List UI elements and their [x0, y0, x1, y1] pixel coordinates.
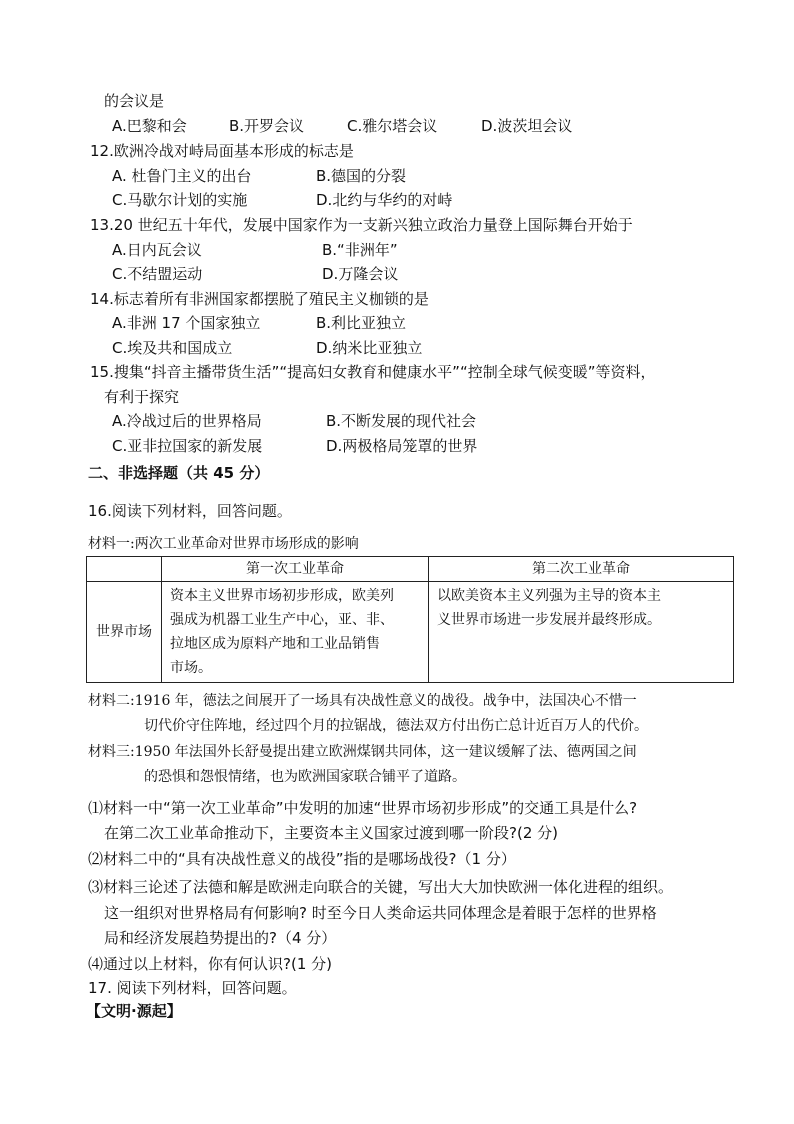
- q14-option-b: B.利比亚独立: [316, 314, 407, 332]
- q15-stem-line1: 15.搜集“抖音主播带货生活”“提高妇女教育和健康水平”“控制全球气候变暖”等资料，: [90, 363, 656, 381]
- q17-heading: 【文明·源起】: [86, 1002, 182, 1020]
- q16-stem: 16.阅读下列材料，回答问题。: [88, 502, 292, 520]
- q16-sub3-line1: ⑶材料三论述了法德和解是欧洲走向联合的关键，写出大大加快欧洲一体化进程的组织。: [88, 878, 674, 896]
- q14-option-c: C.埃及共和国成立: [112, 339, 233, 357]
- section-2-title: 二、非选择题（共 45 分）: [88, 464, 270, 482]
- q12-option-c: C.马歇尔计划的实施: [112, 191, 248, 209]
- q12-stem: 12.欧洲冷战对峙局面基本形成的标志是: [90, 142, 354, 160]
- q14-stem: 14.标志着所有非洲国家都摆脱了殖民主义枷锁的是: [90, 290, 429, 308]
- table-row-head-world-market: 世界市场: [87, 582, 162, 683]
- cell1-line: 强成为机器工业生产中心，亚、非、: [170, 612, 394, 628]
- q16-sub3-line3: 局和经济发展趋势提出的?（4 分）: [104, 929, 337, 947]
- cell2-line: 义世界市场进一步发展并最终形成。: [437, 612, 661, 628]
- q13-option-c: C.不结盟运动: [112, 265, 203, 283]
- q13-option-b: B.“非洲年”: [322, 241, 398, 259]
- q16-material2-line1: 材料二:1916 年，德法之间展开了一场具有决战性意义的战役。战争中，法国决心不惜一: [88, 693, 637, 709]
- q12-option-b: B.德国的分裂: [316, 167, 407, 185]
- q15-option-c: C.亚非拉国家的新发展: [112, 437, 263, 455]
- q16-sub3-line2: 这一组织对世界格局有何影响? 时至今日人类命运共同体理念是着眼于怎样的世界格: [104, 904, 657, 922]
- q16-sub2: ⑵材料二中的“具有决战性意义的战役”指的是哪场战役?（1 分）: [88, 850, 516, 868]
- table-corner-cell: [87, 557, 162, 582]
- table-cell-second-revolution: [429, 582, 734, 683]
- q12-option-a: A. 杜鲁门主义的出台: [112, 167, 252, 185]
- q16-material2-line2: 切代价守住阵地，经过四个月的拉锯战，德法双方付出伤亡总计近百万人的代价。: [144, 718, 648, 734]
- cell1-line: 市场。: [170, 660, 212, 676]
- table-header-first-revolution: 第一次工业革命: [162, 557, 429, 582]
- q12-option-d: D.北约与华约的对峙: [316, 191, 453, 209]
- table-cell-first-revolution: [162, 582, 429, 683]
- q13-option-a: A.日内瓦会议: [112, 241, 202, 259]
- cell1-line: 资本主义世界市场初步形成，欧美列: [170, 588, 394, 604]
- q14-option-d: D.纳米比亚独立: [316, 339, 423, 357]
- q15-stem-line2: 有利于探究: [104, 388, 180, 406]
- q17-stem: 17. 阅读下列材料，回答问题。: [88, 979, 297, 997]
- table-header-second-revolution: 第二次工业革命: [429, 557, 734, 582]
- q13-stem: 13.20 世纪五十年代，发展中国家作为一支新兴独立政治力量登上国际舞台开始于: [90, 216, 633, 234]
- q15-option-b: B.不断发展的现代社会: [326, 412, 477, 430]
- q15-option-a: A.冷战过后的世界格局: [112, 412, 262, 430]
- q16-material1-title: 材料一:两次工业革命对世界市场形成的影响: [88, 536, 359, 552]
- q16-sub4: ⑷通过以上材料，你有何认识?(1 分): [88, 955, 332, 973]
- q13-option-d: D.万隆会议: [322, 265, 399, 283]
- cell1-line: 拉地区成为原料产地和工业品销售: [170, 636, 380, 652]
- q11-option-a: A.巴黎和会: [112, 117, 187, 135]
- q11-option-d: D.波茨坦会议: [481, 117, 573, 135]
- q15-option-d: D.两极格局笼罩的世界: [326, 437, 478, 455]
- q14-option-a: A.非洲 17 个国家独立: [112, 314, 261, 332]
- q16-sub1-line2: 在第二次工业革命推动下，主要资本主义国家过渡到哪一阶段?(2 分): [104, 824, 558, 842]
- cell2-line: 以欧美资本主义列强为主导的资本主: [437, 588, 661, 604]
- q16-material3-line2: 的恐惧和怨恨情绪，也为欧洲国家联合铺平了道路。: [144, 769, 466, 785]
- q16-material3-line1: 材料三:1950 年法国外长舒曼提出建立欧洲煤钢共同体，这一建议缓解了法、德两国之间: [88, 744, 637, 760]
- q16-sub1-line1: ⑴材料一中“第一次工业革命”中发明的加速“世界市场初步形成”的交通工具是什么?: [88, 799, 638, 817]
- q11-option-c: C.雅尔塔会议: [347, 117, 438, 135]
- q11-stem-tail: 的会议是: [104, 92, 165, 110]
- q16-material1-table: [86, 556, 734, 683]
- q11-option-b: B.开罗会议: [229, 117, 305, 135]
